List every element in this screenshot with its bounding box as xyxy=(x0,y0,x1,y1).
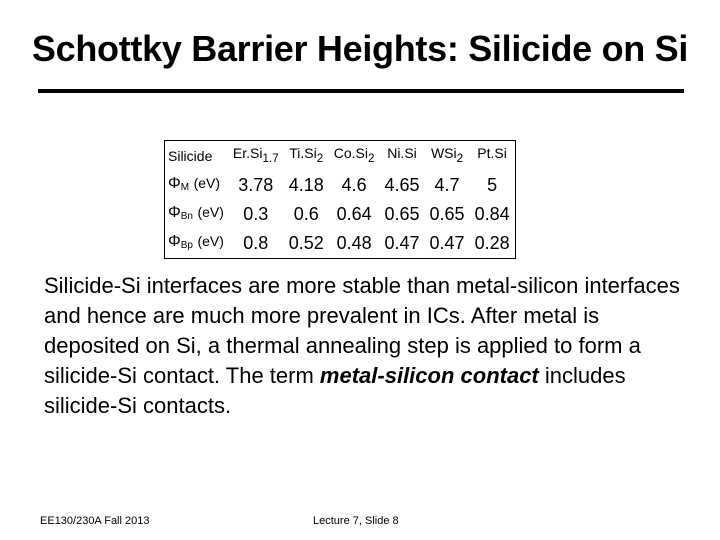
column-header xyxy=(228,141,284,171)
table-cell: 4.18 xyxy=(288,175,324,196)
column-header-sub: 2 xyxy=(367,151,375,165)
column-header xyxy=(329,141,380,171)
table-cell: 0.3 xyxy=(243,204,269,225)
table-cell: 5 xyxy=(487,175,498,196)
row-unit: (eV) xyxy=(193,174,221,191)
phi-symbol xyxy=(168,233,193,250)
body-emphasis: metal-silicon contact xyxy=(319,363,539,388)
table-cell: 0.52 xyxy=(288,233,324,254)
phi-subscript: M xyxy=(180,181,190,193)
column-header xyxy=(284,141,329,171)
column-header-sub: 2 xyxy=(316,151,324,165)
footer-slide-number: Lecture 7, Slide 8 xyxy=(313,515,399,527)
table-cell: 0.84 xyxy=(474,204,510,225)
table-cell: 4.65 xyxy=(384,175,420,196)
row-label xyxy=(165,200,228,229)
body-text-part-2: includes silicide-Si contacts. xyxy=(44,363,626,418)
body-paragraph xyxy=(44,271,684,421)
phi-glyph: Φ xyxy=(168,203,181,221)
row-label xyxy=(165,171,228,200)
title-underline xyxy=(38,89,684,93)
table-cell: 0.48 xyxy=(336,233,372,254)
table-cell: 0.65 xyxy=(429,204,465,225)
column-header xyxy=(379,141,424,171)
phi-subscript: Bp xyxy=(180,239,193,251)
phi-glyph: Φ xyxy=(168,174,181,192)
column-header-sub: 1.7 xyxy=(262,151,279,165)
row-unit: (eV) xyxy=(197,203,224,220)
column-header-sub: 2 xyxy=(456,151,464,165)
row-label xyxy=(165,229,228,259)
row-unit: (eV) xyxy=(197,232,224,249)
table-cell: 0.47 xyxy=(429,233,465,254)
slide-title: Schottky Barrier Heights: Silicide on Si xyxy=(31,28,689,69)
table-cell: 3.78 xyxy=(238,175,274,196)
phi-symbol xyxy=(168,175,189,192)
column-header-base: Co.Si xyxy=(333,145,368,161)
table-cell: 4.7 xyxy=(434,175,460,196)
column-header xyxy=(470,141,516,171)
phi-glyph: Φ xyxy=(168,232,181,250)
body-text-part-1: Silicide-Si interfaces are more stable than metal-silicon interfaces and hence are much more prevalent in ICs. After metal is deposited on Si, a thermal annealing step is applied to form a silicide-Si contact. The term xyxy=(44,273,680,388)
table-cell: 0.47 xyxy=(384,233,420,254)
phi-symbol xyxy=(168,204,193,221)
column-header xyxy=(425,141,470,171)
barrier-height-table xyxy=(164,140,516,259)
phi-subscript: Bn xyxy=(180,210,193,222)
column-header-base: WSi xyxy=(430,145,457,161)
table-header-row xyxy=(165,141,516,171)
footer-course: EE130/230A Fall 2013 xyxy=(40,515,150,527)
column-header-base: Ti.Si xyxy=(289,145,317,161)
table-cell: 0.64 xyxy=(336,204,372,225)
table-cell: 4.6 xyxy=(341,175,367,196)
column-header-base: Er.Si xyxy=(232,145,263,161)
column-header-base: Ni.Si xyxy=(387,145,417,161)
table-row xyxy=(165,229,516,259)
table-row xyxy=(165,171,516,200)
table-row xyxy=(165,200,516,229)
table-cell: 0.65 xyxy=(384,204,420,225)
table-cell: 0.8 xyxy=(243,233,269,254)
table-corner-label: Silicide xyxy=(168,147,213,164)
column-header-base: Pt.Si xyxy=(477,145,507,161)
table-cell: 0.28 xyxy=(474,233,510,254)
table-cell: 0.6 xyxy=(293,204,319,225)
